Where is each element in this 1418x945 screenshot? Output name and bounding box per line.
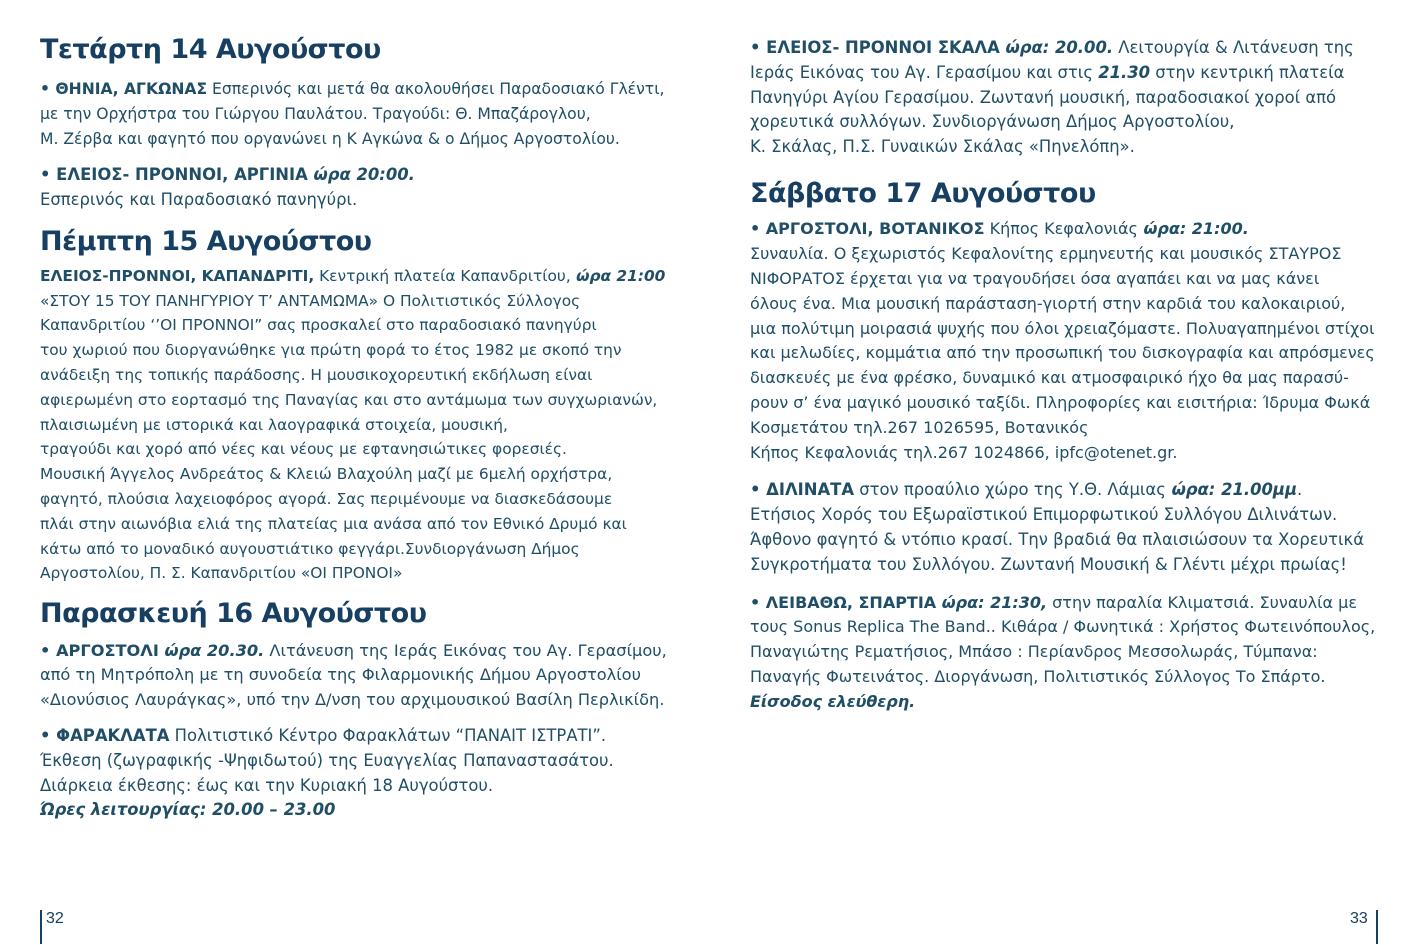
event-place: • ΛΕΙΒΑΘΩ, ΣΠΑΡΤΙΑ — [750, 592, 937, 612]
event-time: ώρα: 21:00. — [1137, 219, 1249, 239]
event-time: ώρα: 21.00μμ — [1165, 480, 1298, 500]
event-time: ώρα 21:00 — [570, 266, 666, 285]
page-number-bar-right — [1376, 910, 1378, 944]
event-time: ώρα 20:00. — [307, 164, 415, 184]
event-thinia-agkonas: • ΘΗΝΙΑ, ΑΓΚΩΝΑΣ Εσπερινός και μετά θα ακολουθήσει Παραδοσιακό Γλέντι, με την Ορχήστρα του Γιώργου Παυλάτου. Τραγούδι: Θ. Μπαζάρογλου, Μ. Ζέρβα και φαγητό που οργανώνει η Κ Αγκώνα & ο Δήμος Αργοστολίου. — [40, 80, 665, 148]
event-time: ώρα: 20.00. — [999, 38, 1114, 57]
event-time: ώρα 20.30. — [158, 640, 265, 660]
event-eleios-arginia: • ΕΛΕΙΟΣ- ΠΡΟΝΝΟΙ, ΑΡΓΙΝΙΑ ώρα 20:00. Εσπερινός και Παραδοσιακό πανηγύρι. — [40, 164, 415, 209]
right-page — [750, 36, 1378, 715]
heading-wednesday: Τετάρτη 14 Αυγούστου — [40, 34, 381, 65]
event-dilinata: • ΔΙΛΙΝΑΤΑ στον προαύλιο χώρο της Υ.Θ. Λάμιας ώρα: 21.00μμ. Ετήσιος Χορός του Εξωραϊστικού Επιμορφωτικού Συλλόγου Διλινάτων. Άφθονο φαγητό & ντόπιο κρασί. Την βραδιά θα πλαισιώσουν τα Χορευτικά Συγκροτήματα του Συλλόγου. Ζωντανή Μουσική & Γλέντι μέχρι πρωίας! — [750, 480, 1365, 574]
event-faraklata: • ΦΑΡΑΚΛΑΤΑ Πολιτιστικό Κέντρο Φαρακλάτων “ΠΑΝΑΙΤ ΙΣΤΡΑΤΙ”. Έκθεση (ζωγραφικής -Ψηφιδωτού) της Ευαγγελίας Παπαναστασάτου. Διάρκεια έκθεσης: έως και την Κυριακή 18 Αυγούστου. Ώρες λειτουργίας: 20.00 – 23.00 — [40, 725, 614, 820]
heading-thursday: Πέμπτη 15 Αυγούστου — [40, 226, 372, 258]
event-place: • ΕΛΕΙΟΣ- ΠΡΟΝΝΟΙ, ΑΡΓΙΝΙΑ — [40, 164, 308, 184]
event-argostoli-litany: • ΑΡΓΟΣΤΟΛΙ ώρα 20.30. Λιτάνευση της Ιεράς Εικόνας του Αγ. Γερασίμου, από τη Μητρόπολη με τη συνοδεία της Φιλαρμονικής Δήμου Αργοστολίου «Διονύσιος Λαυράγκας», υπό την Δ/νση του αρχιμουσικού Βασίλη Περλικίδη. — [40, 640, 667, 710]
event-place: • ΕΛΕΙΟΣ- ΠΡΟΝΝΟΙ ΣΚΑΛΑ — [750, 38, 1000, 57]
event-place: • ΑΡΓΟΣΤΟΛΙ, ΒΟΤΑΝΙΚΟΣ — [750, 219, 985, 239]
event-kapandriti: ΕΛΕΙΟΣ-ΠΡΟΝΝΟΙ, ΚΑΠΑΝΔΡΙΤΙ, Κεντρική πλατεία Καπανδριτίου, ώρα 21:00 «ΣΤΟΥ 15 ΤΟΥ ΠΑΝΗΓΥΡΙΟΥ Τ’ ΑΝΤΑΜΩΜΑ» Ο Πολιτιστικός Σύλλογος Καπανδριτίου ‘’ΟΙ ΠΡΟΝΝΟΙ” σας προσκαλεί στο παραδοσιακό πανηγύρι του χωριού που διοργανώθηκε για πρώτη φορά το έτος 1982 με σκοπό την ανάδειξη της τοπικής παράδοσης. Η μουσικοχορευτική εκδήλωση είναι αφιερωμένη στο εορτασμό της Παναγίας και στο αντάμωμα των συγχωριανών, πλαισιωμένη με ιστορικά και λαογραφικά στοιχεία, μουσική, τραγούδι και χορό από νέες και νέους με εφτανησιώτικες φορεσιές. Μουσική Άγγελος Ανδρεάτος & Κλειώ Βλαχούλη μαζί με 6μελή ορχήστρα, φαγητό, πλούσια λαχειοφόρος αγορά. Σας περιμένουμε να διασκεδάσουμε πλάι στην αιωνόβια ελιά της πλατείας μια ανάσα από τον Εθνικό Δρυμό και κάτω από το μοναδικό αυγουστιάτικο φεγγάρι.Συνδιοργάνωση Δήμος Αργοστολίου, Π. Σ. Καπανδριτίου «ΟΙ ΠΡΟΝΟΙ» — [40, 266, 666, 583]
event-argostoli-botanikos: • ΑΡΓΟΣΤΟΛΙ, ΒΟΤΑΝΙΚΟΣ Κήπος Κεφαλονιάς ώρα: 21:00. Συναυλία. Ο ξεχωριστός Κεφαλονίτης ερμηνευτής και μουσικός ΣΤΑΥΡΟΣ ΝΙΦΟΡΑΤΟΣ έρχεται για να τραγουδήσει όσα αγαπάει και να μας κάνει όλους ένα. Μια μουσική παράσταση-γιορτή στην καρδιά του καλοκαιριού, μια πολύτιμη μοιρασιά ψυχής που όλοι χρειαζόμαστε. Πολυαγαπημένοι στίχοι και μελωδίες, κομμάτια από την προσωπική του δισκογραφία και απρόσμενες διασκευές με ένα φρέσκο, δυναμικό και ατμοσφαιρικό ήχο θα μας παρασύ- ρουν σ’ ένα μαγικό μουσικό ταξίδι. Πληροφορίες και εισιτήρια: Ίδρυμα Φωκά Κοσμετάτου τηλ.267 1026595, Βοτανικός Κήπος Κεφαλονιάς τηλ.267 1024866, ipfc@otenet.gr. — [750, 219, 1375, 462]
page-number-left: 32 — [46, 910, 64, 927]
event-time: ώρα: 21:30, — [936, 592, 1048, 612]
opening-hours: Ώρες λειτουργίας: 20.00 – 23.00 — [40, 800, 336, 820]
event-leivatho-spartia: • ΛΕΙΒΑΘΩ, ΣΠΑΡΤΙΑ ώρα: 21:30, στην παραλία Κλιματσιά. Συναυλία με τους Sonus Replica The Band.. Κιθάρα / Φωνητικά : Χρήστος Φωτεινόπουλος, Παναγιώτης Ρεματήσιος, Μπάσο : Περίανδρος Μεσσολωράς, Τύμπανα: Παναγής Φωτεινάτος. Διοργάνωση, Πολιτιστικός Σύλλογος Το Σπάρτο. Είσοδος ελεύθερη. — [750, 592, 1376, 711]
left-page — [40, 34, 670, 823]
event-place: • ΦΑΡΑΚΛΑΤΑ — [40, 725, 170, 745]
free-entry: Είσοδος ελεύθερη. — [750, 691, 916, 711]
heading-friday: Παρασκευή 16 Αυγούστου — [40, 598, 427, 630]
event-place: • ΔΙΛΙΝΑΤΑ — [750, 480, 855, 500]
page-number-right: 33 — [1350, 910, 1368, 927]
page-number-bar-left — [40, 910, 42, 944]
heading-saturday: Σάββατο 17 Αυγούστου — [750, 177, 1096, 209]
event-eleios-skala: • ΕΛΕΙΟΣ- ΠΡΟΝΝΟΙ ΣΚΑΛΑ ώρα: 20.00. Λειτουργία & Λιτάνευση της Ιεράς Εικόνας του Αγ. Γερασίμου και στις 21.30 στην κεντρική πλατεία Πανηγύρι Αγίου Γερασίμου. Ζωντανή μουσική, παραδοσιακοί χοροί από χορευτικά συλλόγων. Συνδιοργάνωση Δήμος Αργοστολίου, Κ. Σκάλας, Π.Σ. Γυναικών Σκάλας «Πηνελόπη». — [750, 38, 1354, 157]
event-place: • ΘΗΝΙΑ, ΑΓΚΩΝΑΣ — [40, 80, 208, 99]
event-place: • ΑΡΓΟΣΤΟΛΙ — [40, 640, 159, 660]
event-place: ΕΛΕΙΟΣ-ΠΡΟΝΝΟΙ, ΚΑΠΑΝΔΡΙΤΙ, — [40, 266, 315, 285]
